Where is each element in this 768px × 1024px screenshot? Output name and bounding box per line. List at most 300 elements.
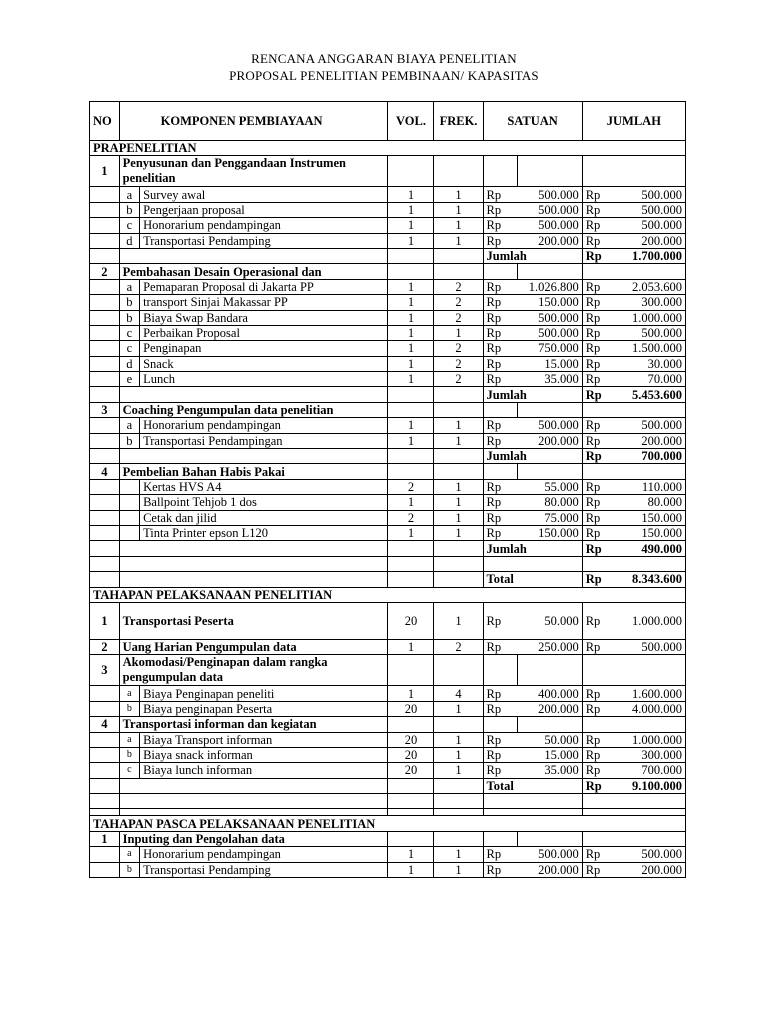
line-item-row bbox=[90, 479, 686, 494]
empty-cell bbox=[90, 341, 120, 356]
line-item-row bbox=[90, 310, 686, 325]
currency-label: Rp bbox=[582, 732, 616, 747]
currency-label: Rp bbox=[483, 747, 518, 762]
amount: 150.000 bbox=[616, 510, 686, 525]
empty-cell bbox=[90, 187, 120, 202]
item-name: Lunch bbox=[140, 372, 388, 387]
item-letter: c bbox=[119, 325, 139, 340]
item-number: 1 bbox=[90, 602, 120, 639]
item-vol: 1 bbox=[388, 495, 434, 510]
group-title: Pembelian Bahan Habis Pakai bbox=[119, 464, 388, 479]
empty-cell bbox=[388, 387, 434, 402]
empty-cell bbox=[388, 541, 434, 556]
line-item-row bbox=[90, 372, 686, 387]
item-letter: c bbox=[119, 763, 139, 778]
currency-label: Rp bbox=[582, 747, 616, 762]
unit-cost: 50.000 bbox=[518, 602, 582, 639]
col-header-satuan: SATUAN bbox=[483, 102, 582, 141]
item-vol: 1 bbox=[388, 341, 434, 356]
group-header-row bbox=[90, 655, 686, 686]
empty-cell bbox=[518, 655, 582, 686]
empty-cell bbox=[90, 325, 120, 340]
amount: 300.000 bbox=[616, 295, 686, 310]
currency-label: Rp bbox=[483, 847, 518, 862]
currency-label: Rp bbox=[483, 341, 518, 356]
item-frek: 2 bbox=[434, 372, 483, 387]
empty-cell bbox=[434, 556, 483, 571]
section-title: TAHAPAN PASCA PELAKSANAAN PENELITIAN bbox=[90, 816, 686, 831]
empty-cell bbox=[434, 655, 483, 686]
item-frek: 1 bbox=[434, 433, 483, 448]
item-name: Snack bbox=[140, 356, 388, 371]
item-vol: 1 bbox=[388, 325, 434, 340]
currency-label: Rp bbox=[582, 449, 616, 464]
currency-label: Rp bbox=[582, 525, 616, 540]
item-name: transport Sinjai Makassar PP bbox=[140, 295, 388, 310]
empty-cell bbox=[518, 264, 582, 279]
empty-cell bbox=[119, 449, 388, 464]
currency-label: Rp bbox=[483, 295, 518, 310]
item-frek: 2 bbox=[434, 356, 483, 371]
col-header-frek: FREK. bbox=[434, 102, 483, 141]
currency-label: Rp bbox=[582, 495, 616, 510]
empty-cell bbox=[434, 156, 483, 187]
subtotal-row bbox=[90, 248, 686, 263]
group-title: Coaching Pengumpulan data penelitian bbox=[119, 402, 388, 417]
amount: 200.000 bbox=[616, 433, 686, 448]
item-frek: 1 bbox=[434, 701, 483, 716]
item-name: Tinta Printer epson L120 bbox=[140, 525, 388, 540]
currency-label: Rp bbox=[582, 387, 616, 402]
empty-cell bbox=[90, 202, 120, 217]
amount: 500.000 bbox=[616, 218, 686, 233]
line-item-row bbox=[90, 525, 686, 540]
line-item-row bbox=[90, 202, 686, 217]
currency-label: Rp bbox=[582, 187, 616, 202]
currency-label: Rp bbox=[582, 233, 616, 248]
item-letter: e bbox=[119, 372, 139, 387]
empty-cell bbox=[119, 248, 388, 263]
item-letter: a bbox=[119, 187, 139, 202]
empty-cell bbox=[483, 831, 518, 846]
section-header-row bbox=[90, 587, 686, 602]
item-frek: 1 bbox=[434, 763, 483, 778]
empty-cell bbox=[90, 218, 120, 233]
empty-cell bbox=[90, 449, 120, 464]
unit-cost: 500.000 bbox=[518, 847, 582, 862]
currency-label: Rp bbox=[582, 372, 616, 387]
empty-cell bbox=[483, 655, 518, 686]
empty-cell bbox=[483, 464, 518, 479]
empty-cell bbox=[90, 495, 120, 510]
item-name: Cetak dan jilid bbox=[140, 510, 388, 525]
item-frek: 1 bbox=[434, 510, 483, 525]
line-item-row bbox=[90, 510, 686, 525]
item-vol: 1 bbox=[388, 686, 434, 701]
line-item-row bbox=[90, 279, 686, 294]
empty-cell bbox=[388, 449, 434, 464]
amount: 1.600.000 bbox=[616, 686, 686, 701]
currency-label: Rp bbox=[483, 233, 518, 248]
item-frek: 1 bbox=[434, 202, 483, 217]
item-vol: 1 bbox=[388, 279, 434, 294]
currency-label: Rp bbox=[582, 418, 616, 433]
currency-label: Rp bbox=[483, 701, 518, 716]
item-letter: b bbox=[119, 433, 139, 448]
subtotal-row bbox=[90, 387, 686, 402]
currency-label: Rp bbox=[483, 279, 518, 294]
empty-cell bbox=[90, 433, 120, 448]
item-name: Pemaparan Proposal di Jakarta PP bbox=[140, 279, 388, 294]
currency-label: Rp bbox=[582, 602, 616, 639]
empty-cell bbox=[119, 572, 388, 587]
empty-cell bbox=[119, 541, 388, 556]
empty-cell bbox=[582, 402, 685, 417]
currency-label: Rp bbox=[483, 862, 518, 877]
item-letter: b bbox=[119, 701, 139, 716]
line-item-row bbox=[90, 418, 686, 433]
amount: 300.000 bbox=[616, 747, 686, 762]
unit-cost: 75.000 bbox=[518, 510, 582, 525]
empty-cell bbox=[388, 556, 434, 571]
item-letter: a bbox=[119, 732, 139, 747]
amount: 700.000 bbox=[616, 763, 686, 778]
section-title: TAHAPAN PELAKSANAAN PENELITIAN bbox=[90, 587, 686, 602]
currency-label: Rp bbox=[582, 847, 616, 862]
unit-cost: 200.000 bbox=[518, 701, 582, 716]
currency-label: Rp bbox=[483, 525, 518, 540]
line-item-row bbox=[90, 847, 686, 862]
empty-cell bbox=[90, 418, 120, 433]
group-header-row bbox=[90, 264, 686, 279]
unit-cost: 35.000 bbox=[518, 763, 582, 778]
currency-label: Rp bbox=[483, 310, 518, 325]
unit-cost: 250.000 bbox=[518, 639, 582, 654]
amount: 80.000 bbox=[616, 495, 686, 510]
item-name: Uang Harian Pengumpulan data bbox=[119, 639, 388, 654]
empty-cell bbox=[388, 264, 434, 279]
amount: 1.500.000 bbox=[616, 341, 686, 356]
currency-label: Rp bbox=[483, 187, 518, 202]
group-header-row bbox=[90, 402, 686, 417]
currency-label: Rp bbox=[483, 418, 518, 433]
line-item-row bbox=[90, 732, 686, 747]
item-number: 2 bbox=[90, 639, 120, 654]
item-frek: 1 bbox=[434, 525, 483, 540]
empty-cell bbox=[483, 717, 518, 732]
unit-cost: 1.026.800 bbox=[518, 279, 582, 294]
line-item-row bbox=[90, 763, 686, 778]
line-item-row bbox=[90, 356, 686, 371]
budget-table bbox=[89, 101, 686, 878]
empty-cell bbox=[483, 264, 518, 279]
empty-cell bbox=[119, 794, 388, 809]
item-letter: d bbox=[119, 356, 139, 371]
unit-cost: 500.000 bbox=[518, 202, 582, 217]
empty-cell bbox=[90, 809, 120, 816]
item-letter bbox=[119, 495, 139, 510]
group-header-row bbox=[90, 156, 686, 187]
empty-cell bbox=[90, 510, 120, 525]
empty-cell bbox=[518, 464, 582, 479]
currency-label: Rp bbox=[582, 510, 616, 525]
item-vol: 1 bbox=[388, 639, 434, 654]
empty-cell bbox=[434, 541, 483, 556]
item-letter: b bbox=[119, 202, 139, 217]
amount: 500.000 bbox=[616, 639, 686, 654]
document-subtitle: PROPOSAL PENELITIAN PEMBINAAN/ KAPASITAS bbox=[229, 68, 539, 83]
empty-cell bbox=[388, 717, 434, 732]
group-header-row bbox=[90, 464, 686, 479]
empty-cell bbox=[434, 831, 483, 846]
empty-cell bbox=[434, 794, 483, 809]
group-number: 1 bbox=[90, 831, 120, 846]
subtotal-label: Jumlah bbox=[483, 387, 582, 402]
item-name: Honorarium pendampingan bbox=[140, 418, 388, 433]
amount: 500.000 bbox=[616, 418, 686, 433]
blank-row bbox=[90, 556, 686, 571]
empty-cell bbox=[388, 655, 434, 686]
subtotal-row bbox=[90, 778, 686, 793]
currency-label: Rp bbox=[582, 686, 616, 701]
empty-cell bbox=[90, 572, 120, 587]
item-letter bbox=[119, 479, 139, 494]
currency-label: Rp bbox=[483, 686, 518, 701]
unit-cost: 15.000 bbox=[518, 747, 582, 762]
empty-cell bbox=[388, 831, 434, 846]
amount: 500.000 bbox=[616, 325, 686, 340]
currency-label: Rp bbox=[582, 356, 616, 371]
line-item-row bbox=[90, 433, 686, 448]
item-name: Ballpoint Tehjob 1 dos bbox=[140, 495, 388, 510]
unit-cost: 200.000 bbox=[518, 233, 582, 248]
empty-cell bbox=[582, 156, 685, 187]
currency-label: Rp bbox=[582, 218, 616, 233]
empty-cell bbox=[582, 655, 685, 686]
group-title: Pembahasan Desain Operasional dan bbox=[119, 264, 388, 279]
empty-cell bbox=[90, 701, 120, 716]
empty-cell bbox=[582, 556, 685, 571]
item-vol: 20 bbox=[388, 701, 434, 716]
item-letter: a bbox=[119, 418, 139, 433]
amount: 500.000 bbox=[616, 847, 686, 862]
item-vol: 20 bbox=[388, 747, 434, 762]
empty-cell bbox=[90, 525, 120, 540]
col-header-vol: VOL. bbox=[388, 102, 434, 141]
empty-cell bbox=[119, 809, 388, 816]
item-name: Biaya Swap Bandara bbox=[140, 310, 388, 325]
empty-cell bbox=[90, 233, 120, 248]
empty-cell bbox=[483, 794, 582, 809]
currency-label: Rp bbox=[582, 341, 616, 356]
item-letter bbox=[119, 525, 139, 540]
subtotal-row bbox=[90, 572, 686, 587]
line-item-row bbox=[90, 233, 686, 248]
item-frek: 1 bbox=[434, 732, 483, 747]
item-letter: a bbox=[119, 279, 139, 294]
item-frek: 4 bbox=[434, 686, 483, 701]
item-name: Transportasi Peserta bbox=[119, 602, 388, 639]
unit-cost: 500.000 bbox=[518, 418, 582, 433]
item-frek: 1 bbox=[434, 325, 483, 340]
currency-label: Rp bbox=[483, 218, 518, 233]
item-name: Biaya penginapan Peserta bbox=[140, 701, 388, 716]
currency-label: Rp bbox=[483, 356, 518, 371]
item-frek: 2 bbox=[434, 341, 483, 356]
amount: 1.000.000 bbox=[616, 732, 686, 747]
empty-cell bbox=[90, 356, 120, 371]
empty-cell bbox=[434, 248, 483, 263]
subtotal-amount: 9.100.000 bbox=[616, 778, 686, 793]
unit-cost: 15.000 bbox=[518, 356, 582, 371]
empty-cell bbox=[90, 310, 120, 325]
subtotal-amount: 5.453.600 bbox=[616, 387, 686, 402]
empty-cell bbox=[90, 747, 120, 762]
currency-label: Rp bbox=[483, 732, 518, 747]
empty-cell bbox=[518, 156, 582, 187]
item-letter: d bbox=[119, 233, 139, 248]
item-letter: b bbox=[119, 862, 139, 877]
group-title: Akomodasi/Penginapan dalam rangka pengumpulan data bbox=[119, 655, 388, 686]
currency-label: Rp bbox=[582, 862, 616, 877]
currency-label: Rp bbox=[483, 639, 518, 654]
currency-label: Rp bbox=[483, 372, 518, 387]
item-frek: 2 bbox=[434, 639, 483, 654]
item-name: Transportasi Pendamping bbox=[140, 862, 388, 877]
line-item-row bbox=[90, 747, 686, 762]
item-name: Biaya lunch informan bbox=[140, 763, 388, 778]
empty-cell bbox=[518, 831, 582, 846]
empty-cell bbox=[90, 387, 120, 402]
empty-cell bbox=[119, 387, 388, 402]
item-name: Honorarium pendampingan bbox=[140, 218, 388, 233]
amount: 500.000 bbox=[616, 187, 686, 202]
item-vol: 1 bbox=[388, 525, 434, 540]
subtotal-amount: 490.000 bbox=[616, 541, 686, 556]
line-item-row bbox=[90, 862, 686, 877]
item-frek: 1 bbox=[434, 218, 483, 233]
subtotal-label: Total bbox=[483, 572, 582, 587]
empty-cell bbox=[90, 763, 120, 778]
empty-cell bbox=[434, 717, 483, 732]
group-number: 1 bbox=[90, 156, 120, 187]
item-vol: 20 bbox=[388, 732, 434, 747]
empty-cell bbox=[388, 464, 434, 479]
subtotal-amount: 700.000 bbox=[616, 449, 686, 464]
group-header-row bbox=[90, 717, 686, 732]
amount: 4.000.000 bbox=[616, 701, 686, 716]
empty-cell bbox=[582, 464, 685, 479]
empty-cell bbox=[388, 778, 434, 793]
item-frek: 1 bbox=[434, 495, 483, 510]
currency-label: Rp bbox=[582, 433, 616, 448]
item-letter: c bbox=[119, 341, 139, 356]
empty-cell bbox=[582, 794, 685, 809]
item-letter bbox=[119, 510, 139, 525]
item-vol: 1 bbox=[388, 202, 434, 217]
empty-cell bbox=[483, 156, 518, 187]
group-title: Transportasi informan dan kegiatan bbox=[119, 717, 388, 732]
section-header-row bbox=[90, 141, 686, 156]
unit-cost: 55.000 bbox=[518, 479, 582, 494]
empty-cell bbox=[518, 717, 582, 732]
item-frek: 1 bbox=[434, 479, 483, 494]
line-item-row bbox=[90, 341, 686, 356]
item-frek: 1 bbox=[434, 418, 483, 433]
item-vol: 1 bbox=[388, 862, 434, 877]
empty-cell bbox=[90, 794, 120, 809]
empty-cell bbox=[483, 402, 518, 417]
unit-cost: 200.000 bbox=[518, 433, 582, 448]
empty-cell bbox=[90, 479, 120, 494]
subtotal-amount: 1.700.000 bbox=[616, 248, 686, 263]
empty-cell bbox=[483, 556, 582, 571]
line-item-row bbox=[90, 295, 686, 310]
unit-cost: 200.000 bbox=[518, 862, 582, 877]
empty-cell bbox=[119, 778, 388, 793]
empty-cell bbox=[434, 572, 483, 587]
section-header-row bbox=[90, 816, 686, 831]
item-frek: 1 bbox=[434, 747, 483, 762]
unit-cost: 50.000 bbox=[518, 732, 582, 747]
group-title: Penyusunan dan Penggandaan Instrumen penelitian bbox=[119, 156, 388, 187]
line-item-row bbox=[90, 325, 686, 340]
unit-cost: 500.000 bbox=[518, 310, 582, 325]
unit-cost: 500.000 bbox=[518, 325, 582, 340]
amount: 500.000 bbox=[616, 202, 686, 217]
subtotal-label: Jumlah bbox=[483, 541, 582, 556]
col-header-no: NO bbox=[90, 102, 120, 141]
currency-label: Rp bbox=[483, 510, 518, 525]
line-item-row bbox=[90, 602, 686, 639]
empty-cell bbox=[582, 264, 685, 279]
item-vol: 2 bbox=[388, 479, 434, 494]
amount: 30.000 bbox=[616, 356, 686, 371]
item-letter: b bbox=[119, 747, 139, 762]
unit-cost: 150.000 bbox=[518, 295, 582, 310]
currency-label: Rp bbox=[582, 701, 616, 716]
currency-label: Rp bbox=[582, 778, 616, 793]
empty-cell bbox=[518, 402, 582, 417]
empty-cell bbox=[90, 372, 120, 387]
currency-label: Rp bbox=[483, 325, 518, 340]
empty-cell bbox=[388, 794, 434, 809]
empty-cell bbox=[90, 862, 120, 877]
empty-cell bbox=[434, 402, 483, 417]
empty-cell bbox=[483, 809, 582, 816]
currency-label: Rp bbox=[582, 541, 616, 556]
currency-label: Rp bbox=[483, 602, 518, 639]
currency-label: Rp bbox=[582, 202, 616, 217]
item-frek: 1 bbox=[434, 187, 483, 202]
empty-cell bbox=[90, 686, 120, 701]
amount: 200.000 bbox=[616, 233, 686, 248]
item-letter: c bbox=[119, 218, 139, 233]
amount: 2.053.600 bbox=[616, 279, 686, 294]
item-letter: a bbox=[119, 686, 139, 701]
section-title: PRAPENELITIAN bbox=[90, 141, 686, 156]
group-number: 3 bbox=[90, 655, 120, 686]
item-vol: 1 bbox=[388, 372, 434, 387]
item-name: Perbaikan Proposal bbox=[140, 325, 388, 340]
currency-label: Rp bbox=[483, 495, 518, 510]
table-header-row bbox=[90, 102, 686, 141]
item-vol: 1 bbox=[388, 233, 434, 248]
line-item-row bbox=[90, 495, 686, 510]
empty-cell bbox=[434, 387, 483, 402]
item-name: Transportasi Pendampingan bbox=[140, 433, 388, 448]
currency-label: Rp bbox=[582, 248, 616, 263]
